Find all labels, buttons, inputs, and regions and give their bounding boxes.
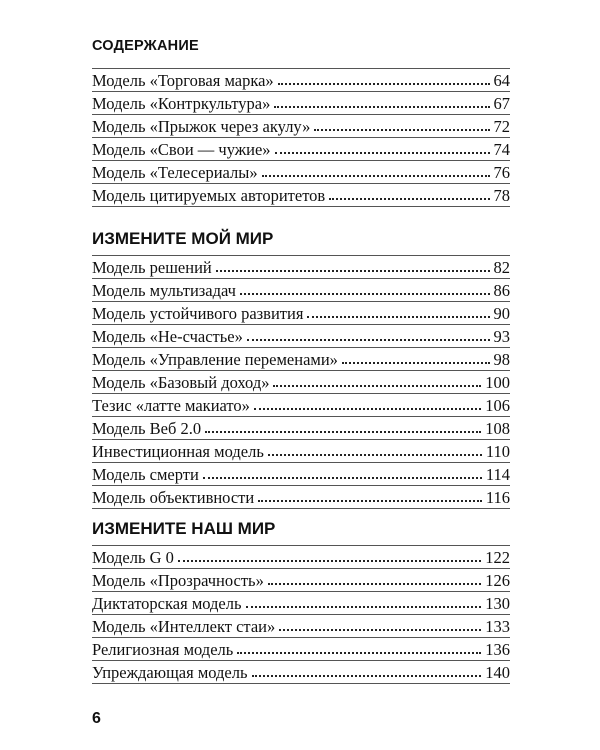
toc-entry: [92, 417, 510, 440]
toc-entry-title: Инвестиционная модель: [92, 442, 264, 461]
toc-entry-title: Модель «Не-счастье»: [92, 327, 243, 346]
toc-entry-title: Модель «Телесериалы»: [92, 163, 258, 182]
toc-entry-page: 76: [493, 163, 510, 182]
dot-leader: [237, 652, 481, 654]
toc-entry-title: Модель «Прозрачность»: [92, 571, 264, 590]
toc-entry-page: 78: [493, 186, 510, 205]
toc-entry-page: 64: [493, 71, 510, 90]
toc-entry-title: Модель «Контркультура»: [92, 94, 271, 113]
toc-entry: [92, 256, 510, 279]
dot-leader: [246, 606, 482, 608]
toc-entry-page: 140: [485, 663, 510, 682]
toc-entry-title: Модель мультизадач: [92, 281, 236, 300]
toc-entry: [92, 638, 510, 661]
toc-entry-page: 93: [493, 327, 510, 346]
toc-entry-page: 136: [485, 640, 510, 659]
toc-entry-page: 126: [485, 571, 510, 590]
dot-leader: [216, 270, 490, 272]
toc-entry-title: Религиозная модель: [92, 640, 234, 659]
toc-entry-title: Модель объективности: [92, 488, 255, 507]
toc-entry-page: 72: [493, 117, 510, 136]
dot-leader: [240, 293, 490, 295]
toc-entry-page: 130: [485, 594, 510, 613]
toc-list: [92, 68, 510, 207]
dot-leader: [342, 362, 490, 364]
toc-entry-title: Модель Веб 2.0: [92, 419, 202, 438]
toc-entry-page: 67: [493, 94, 510, 113]
toc-entry-title: Модель «Интеллект стаи»: [92, 617, 276, 636]
toc-entry-title: Модель «Торговая марка»: [92, 71, 274, 90]
dot-leader: [307, 316, 489, 318]
toc-entry-title: Тезис «латте макиато»: [92, 396, 250, 415]
toc-entry-page: 98: [493, 350, 510, 369]
toc-entry: [92, 302, 510, 325]
toc-entry-title: Модель «Базовый доход»: [92, 373, 270, 392]
toc-entry-page: 82: [493, 258, 510, 277]
toc-entry-title: Модель цитируемых авторитетов: [92, 186, 326, 205]
toc-entry: [92, 348, 510, 371]
dot-leader: [247, 339, 490, 341]
running-header: СОДЕРЖАНИЕ: [92, 38, 199, 54]
toc-entry-title: Модель устойчивого развития: [92, 304, 304, 323]
section-heading: ИЗМЕНИТЕ НАШ МИР: [92, 519, 276, 538]
toc-entry: [92, 615, 510, 638]
dot-leader: [279, 629, 481, 631]
toc-entry: [92, 592, 510, 615]
toc-entry: [92, 69, 510, 92]
toc-entry-title: Модель G 0: [92, 548, 174, 567]
toc-list: [92, 545, 510, 684]
toc-entry: [92, 115, 510, 138]
page-number: 6: [92, 710, 101, 727]
toc-entry-title: Модель смерти: [92, 465, 199, 484]
dot-leader: [268, 583, 481, 585]
toc-entry-page: 133: [485, 617, 510, 636]
toc-entry: [92, 546, 510, 569]
dot-leader: [329, 198, 489, 200]
toc-entry-title: Модель «Прыжок через акулу»: [92, 117, 311, 136]
toc-entry-title: Модель «Свои — чужие»: [92, 140, 271, 159]
dot-leader: [258, 500, 482, 502]
dot-leader: [314, 129, 489, 131]
toc-entry: [92, 569, 510, 592]
toc-section-our-world: [92, 518, 510, 684]
toc-entry: [92, 138, 510, 161]
toc-entry-title: Модель «Управление переменами»: [92, 350, 338, 369]
dot-leader: [262, 175, 490, 177]
dot-leader: [273, 385, 481, 387]
toc-entry-title: Модель решений: [92, 258, 212, 277]
toc-entry-title: Упреждающая модель: [92, 663, 248, 682]
toc-entry: [92, 440, 510, 463]
toc-entry: [92, 161, 510, 184]
toc-entry: [92, 325, 510, 348]
toc-entry: [92, 463, 510, 486]
toc-entry-page: 114: [485, 465, 510, 484]
toc-entry: [92, 279, 510, 302]
toc-entry-title: Диктаторская модель: [92, 594, 242, 613]
toc-entry-page: 108: [485, 419, 510, 438]
toc-entry: [92, 371, 510, 394]
toc-entry-page: 86: [493, 281, 510, 300]
toc-entry-page: 90: [493, 304, 510, 323]
dot-leader: [274, 106, 489, 108]
toc-entry-page: 122: [485, 548, 510, 567]
toc-entry-page: 100: [485, 373, 510, 392]
toc-entry: [92, 486, 510, 509]
dot-leader: [275, 152, 490, 154]
dot-leader: [178, 560, 481, 562]
dot-leader: [252, 675, 482, 677]
toc-entry-page: 116: [485, 488, 510, 507]
toc-entry-page: 110: [485, 442, 510, 461]
toc-entry-page: 106: [485, 396, 510, 415]
dot-leader: [268, 454, 482, 456]
toc-section-continued: [92, 68, 510, 207]
toc-section-my-world: [92, 228, 510, 509]
toc-entry-page: 74: [493, 140, 510, 159]
dot-leader: [205, 431, 481, 433]
section-heading: ИЗМЕНИТЕ МОЙ МИР: [92, 229, 274, 248]
toc-entry: [92, 661, 510, 684]
toc-list: [92, 255, 510, 509]
dot-leader: [254, 408, 481, 410]
toc-entry: [92, 184, 510, 207]
toc-entry: [92, 394, 510, 417]
dot-leader: [278, 83, 490, 85]
dot-leader: [203, 477, 482, 479]
toc-entry: [92, 92, 510, 115]
